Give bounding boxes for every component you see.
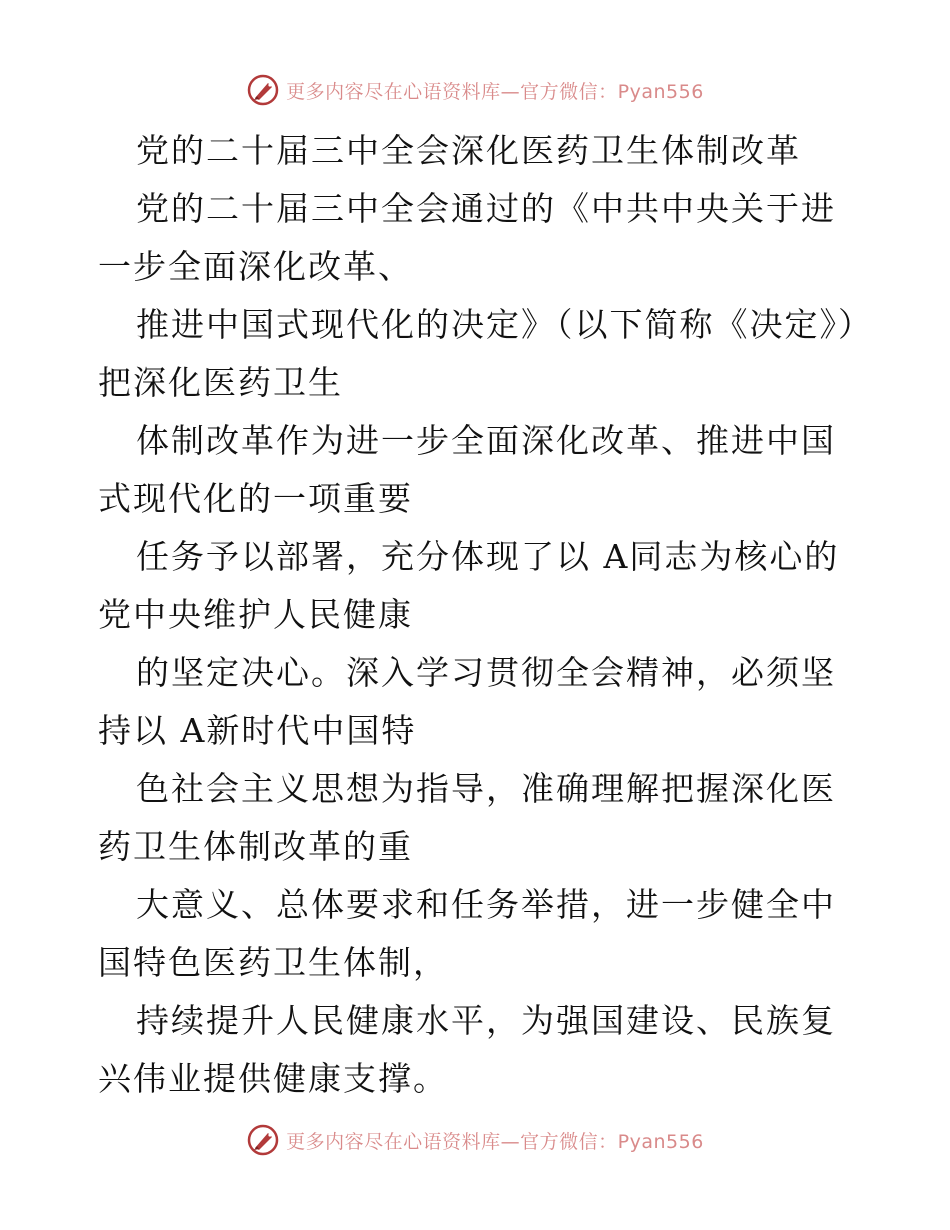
footer-watermark-text: 更多内容尽在心语资料库—官方微信：Pyan556	[286, 1130, 704, 1153]
pen-nib-logo-icon	[246, 1123, 280, 1157]
header-watermark-text: 更多内容尽在心语资料库—官方微信：Pyan556	[286, 80, 704, 103]
paragraph: 党的二十届三中全会通过的《中共中央关于进一步全面深化改革、	[98, 189, 836, 286]
paragraph: 体制改革作为进一步全面深化改革、推进中国式现代化的一项重要	[98, 421, 836, 518]
paragraph: 任务予以部署，充分体现了以 A同志为核心的党中央维护人民健康	[98, 537, 840, 634]
paragraph: 持续提升人民健康水平，为强国建设、民族复兴伟业提供健康支撑。	[98, 1001, 836, 1098]
paragraph: 推进中国式现代化的决定》（以下简称《决定》）把深化医药卫生	[98, 305, 857, 402]
paragraph: 色社会主义思想为指导，准确理解把握深化医药卫生体制改革的重	[98, 769, 836, 866]
document-title: 党的二十届三中全会深化医药卫生体制改革	[136, 131, 801, 170]
pen-nib-logo-icon	[246, 73, 280, 107]
document-body	[98, 122, 868, 1108]
footer-watermark-banner	[0, 1120, 950, 1160]
header-watermark-banner	[0, 70, 950, 110]
paragraph: 大意义、总体要求和任务举措，进一步健全中国特色医药卫生体制，	[98, 885, 836, 982]
paragraph: 的坚定决心。深入学习贯彻全会精神，必须坚持以 A新时代中国特	[98, 653, 836, 750]
